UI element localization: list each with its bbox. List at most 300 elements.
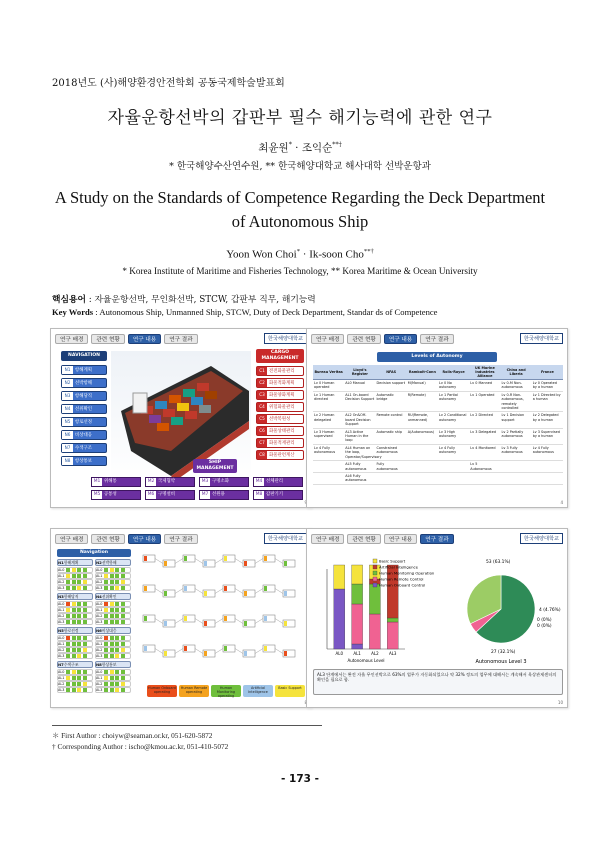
slide-page-number: 10 [557,700,563,705]
cargo-item-c4 [256,402,304,412]
ship-item-m3 [199,477,249,487]
tab-result: 연구 결과 [164,534,197,544]
nav-group-header-n7 [57,661,93,668]
table-cell: Constrained autonomous [376,444,407,460]
table-header: Bureau Veritas [313,365,344,380]
keywords-english [52,307,438,317]
ship-item-m2 [145,477,195,487]
al-cell-marker [66,642,70,646]
flow-edge [275,559,283,564]
al-cell-marker [83,642,87,646]
cargo-item-c3 [256,390,304,400]
al-cell-marker [104,586,108,590]
cargo-code: C5 [257,415,267,423]
cargo-label: 화물양화계획 [269,393,295,398]
table-cell: Lv 3 Fully autonomous [501,444,532,460]
al-cell-marker [66,636,70,640]
bar-category-label: AL3 [388,651,397,656]
slide-tabs [311,534,454,544]
flow-edge [195,589,203,594]
ship-code: M6 [147,492,155,497]
al-label: AL2 [58,682,65,686]
flow-edge [175,619,183,624]
table-header: NFAS [376,365,407,380]
ship-code: M3 [201,479,209,484]
flow-edge [155,619,163,624]
table-cell [469,472,500,484]
authors-english [0,248,600,261]
slide-tabs [311,334,454,344]
nav-group-title: 항해계획 [63,560,79,565]
al-cell-marker [121,620,125,624]
al-row [95,653,131,659]
legend-item: Human Remote operating [179,685,209,697]
al-label: AL3 [58,620,65,624]
slide-page-number: 4 [560,500,563,505]
table-cell: A(Autonomous) [407,428,438,444]
nav-item-n2 [61,378,107,388]
al-row [95,585,131,591]
flow-node-marker [244,621,247,626]
nav-group-title: 비상대응 [101,628,117,633]
table-cell: Lv 1 Directed by a human [532,391,563,412]
cargo-item-c8 [256,450,304,460]
al-cell-marker [115,620,119,624]
table-cell [313,461,344,473]
nav-group-title: 항로선정 [63,628,79,633]
flow-edge [175,589,183,594]
al-cell-marker [66,648,70,652]
results-chart [311,549,565,667]
pie-data-label: 27 (32.1%) [491,650,516,655]
al-label: AL2 [58,648,65,652]
al-row [95,579,131,585]
author-en-1-mark: * [296,248,301,255]
process-flow-diagram [137,547,307,675]
al-cell-marker [110,620,114,624]
nav-group-header-n3 [57,593,93,600]
al-row [57,675,93,681]
flow-node-marker [284,621,287,626]
al-cell-marker [83,636,87,640]
flow-edge [215,619,223,624]
al-cell-marker [110,682,114,686]
al-cell-marker [66,688,70,692]
flow-edge [215,649,223,654]
al-cell-marker [72,636,76,640]
al-row [95,675,131,681]
table-row [313,461,563,473]
nav-group-code: N6 [96,628,102,633]
al-cell-marker [77,676,81,680]
al-cell-marker [121,574,125,578]
al-label: AL0 [96,602,103,606]
al-cell-marker [66,676,70,680]
navigation-title: NAVIGATION [61,351,107,361]
table-cell: Lv 1 Decision support [501,412,532,428]
table-cell: Lv 4 Fully autonomous [532,444,563,460]
al-cell-marker [83,574,87,578]
al-cell-marker [121,580,125,584]
al-label: AL0 [96,568,103,572]
nav-group-title: 수색구조 [63,662,79,667]
al-cell-marker [72,574,76,578]
table-row [313,412,563,428]
al-cell-marker [83,586,87,590]
page-number: - 173 - [281,773,319,785]
al-cell-marker [110,608,114,612]
al-cell-marker [115,614,119,618]
flow-node-marker [144,556,147,561]
al-cell-marker [77,620,81,624]
flow-edge [255,559,263,564]
al-cell-marker [121,670,125,674]
authors-korean [0,140,600,155]
al-row [95,687,131,693]
slide-duties-overview [50,328,312,508]
al-cell-marker [77,682,81,686]
flow-edge [275,619,283,624]
al-cell-marker [77,614,81,618]
ship-management-title: SHIP MANAGEMENT [193,459,237,473]
al-cell-marker [66,586,70,590]
al-cell-marker [110,614,114,618]
navigation-title: Navigation [57,549,131,557]
table-cell [407,472,438,484]
al-label: AL1 [58,642,65,646]
al-cell-marker [121,648,125,652]
author-1-mark: * [288,141,292,149]
al-cell-marker [115,670,119,674]
table-cell: Lv 4 Monitored [469,444,500,460]
pie-data-label: 0 (0%) [537,624,552,629]
table-cell: AL0 Manual [344,380,375,392]
author-en-2: Ik-soon Cho [309,248,364,261]
bar-xlabel: Autonomous Level [347,658,385,663]
al-label: AL0 [58,568,65,572]
al-cell-marker [104,574,108,578]
al-cell-marker [115,688,119,692]
flow-node-marker [264,646,267,651]
flow-node-marker [264,556,267,561]
table-row [313,391,563,412]
nav-group-header-n8 [95,661,131,668]
cargo-label: 화물적재관리 [269,441,295,446]
al-row [57,601,93,607]
al-label: AL0 [58,670,65,674]
table-cell: Lv 3 Delegated [469,428,500,444]
bar-segment [334,589,345,649]
flow-node-marker [144,586,147,591]
flow-edge [195,619,203,624]
al-label: AL0 [58,636,65,640]
cargo-label: 화물상태관리 [269,429,295,434]
ship-code: M1 [93,479,101,484]
flow-node-marker [184,556,187,561]
cargo-code: C2 [257,379,267,387]
al-label: AL1 [96,676,103,680]
keywords-ko-label: 핵심용어 [52,295,86,305]
al-label: AL3 [96,688,103,692]
table-cell [438,472,469,484]
al-cell-marker [115,568,119,572]
legend-label: Human Remote Control [379,576,424,582]
al-cell-marker [83,568,87,572]
cargo-code: C1 [257,367,267,375]
flow-node-marker [284,561,287,566]
al-cell-marker [104,620,108,624]
table-cell: Lv 0-M Non-autonomous [501,380,532,392]
al-cell-marker [77,608,81,612]
al-cell-marker [83,602,87,606]
cargo-label: 화물적화계획 [269,381,295,386]
al-cell-marker [66,620,70,624]
cargo-item-c2 [256,378,304,388]
ship-label: 선체관리 [266,479,283,484]
al-cell-marker [115,642,119,646]
al-label: AL3 [58,654,65,658]
flow-edge [175,649,183,654]
ship-label: 선원용 [212,492,225,497]
cargo-code: C6 [257,427,267,435]
flow-edge [255,589,263,594]
al-cell-marker [110,586,114,590]
flow-node-marker [264,586,267,591]
table-cell: Lv 1 Operated [469,391,500,412]
al-cell-marker [72,648,76,652]
table-header: Rolls-Royce [438,365,469,380]
table-cell: Lv 2 Partially autonomous [501,428,532,444]
legend-item: Basic Support [275,685,305,697]
al-cell-marker [115,636,119,640]
al-cell-marker [104,636,108,640]
flow-node-marker [184,646,187,651]
al-row [57,635,93,641]
al-cell-marker [121,654,125,658]
al-cell-marker [83,670,87,674]
table-cell: Lv 2 Conditional autonomy [438,412,469,428]
al-cell-marker [77,636,81,640]
table-header: UK Marine Industries Alliance [469,365,500,380]
flow-node-marker [164,561,167,566]
table-cell: Lv 0 Manned [469,380,500,392]
bar-category-label: AL2 [371,651,379,656]
flow-node-marker [244,651,247,656]
al-label: AL2 [96,614,103,618]
nav-label: 수색구조 [75,446,92,451]
nav-group-code: N5 [58,628,64,633]
table-cell: Lv 2 Human delegated [313,412,344,428]
al-label: AL0 [96,670,103,674]
al-cell-marker [66,670,70,674]
al-cell-marker [110,676,114,680]
al-cell-marker [72,580,76,584]
cargo-label: 화물관련계산 [269,453,295,458]
table-cell: Lv 0 No autonomy [438,380,469,392]
pie-data-label: 4 (4.76%) [539,608,561,613]
al-label: AL3 [58,688,65,692]
table-cell: Lv 4 Fully autonomous [313,444,344,460]
al-cell-marker [83,676,87,680]
al-row [57,647,93,653]
al-cell-marker [110,648,114,652]
bar-segment [352,584,363,604]
al-label: AL0 [96,636,103,640]
al-label: AL0 [58,602,65,606]
al-row [95,613,131,619]
al-cell-marker [104,602,108,606]
al-cell-marker [77,574,81,578]
al-label: AL1 [96,642,103,646]
cargo-code: C3 [257,391,267,399]
al-cell-marker [77,586,81,590]
table-row [313,428,563,444]
cargo-code: C4 [257,403,267,411]
al-label: AL1 [58,608,65,612]
legend-label: Human Onboard Control [379,582,426,588]
nav-label: 항상통보 [75,459,92,464]
nav-code: N6 [62,431,73,439]
tab-content: 연구 내용 [384,334,417,344]
al-cell-marker [104,568,108,572]
al-cell-marker [115,602,119,606]
ship-label: 위해통 [104,479,117,484]
flow-node-marker [184,586,187,591]
table-cell: Lv 3 High autonomy [438,428,469,444]
affiliation-korean: * 한국해양수산연수원, ** 한국해양대학교 해사대학 선박운항과 [169,161,431,172]
al-cell-marker [72,620,76,624]
al-cell-marker [104,676,108,680]
flow-node-marker [244,591,247,596]
keywords-en-text: : Autonomous Ship, Unmanned Ship, STCW, Duty of Deck Department, Standar ds of Competence [93,307,438,317]
ship-item-m1 [91,477,141,487]
table-cell: Lv 1 Partial autonomy [438,391,469,412]
al-cell-marker [66,614,70,618]
table-cell: R(Remote) [407,391,438,412]
result-note: AL3 단계에서는 완전 자율 무인선박으로 63%의 업무가 자동화되었으나 약 32% 정도의 업무에 대해서는 계속해서 육상관제센터의 확인을 필요로 함. [313,669,563,695]
table-cell: Lv 4 Fully autonomy [438,444,469,460]
flow-node-marker [264,616,267,621]
al-cell-marker [110,602,114,606]
al-label: AL3 [96,586,103,590]
footnote-corr-text: Corresponding Author : ischo@kmou.ac.kr, 051-410-5072 [57,742,229,751]
al-cell-marker [115,580,119,584]
flow-node-marker [284,591,287,596]
nav-group-header-n5 [57,627,93,634]
flow-edge [195,559,203,564]
al-cell-marker [115,676,119,680]
al-cell-marker [83,654,87,658]
al-label: AL1 [58,676,65,680]
nav-label: 항해계획 [75,368,92,373]
al-row [57,619,93,625]
table-cell: AL3 Active Human in the loop [344,428,375,444]
bar-segment [387,622,398,649]
nav-group-header-n1 [57,559,93,566]
slide-levels-of-autonomy [306,328,568,508]
al-cell-marker [66,654,70,658]
al-cell-marker [77,642,81,646]
title-korean: 자율운항선박의 갑판부 필수 해기능력에 관한 연구 [107,108,493,128]
author-en-sep: · [300,248,310,261]
nav-label: 선위확인 [75,407,92,412]
al-row [57,669,93,675]
al-cell-marker [83,614,87,618]
footnote-corr-mark: † [52,742,56,751]
al-cell-marker [110,574,114,578]
al-cell-marker [77,568,81,572]
table-cell: Lv 5 Autonomous [469,461,500,473]
al-row [57,613,93,619]
al-label: AL2 [96,648,103,652]
table-cell: Fully autonomous [376,461,407,473]
nav-group-code: N4 [96,594,102,599]
al-row [57,641,93,647]
levels-banner: Levels of Autonomy [377,352,497,362]
slide-tabs [55,334,198,344]
al-label: AL3 [96,620,103,624]
university-logo: 한국해양대학교 [520,533,563,544]
table-cell: Lv 1 Human directed [313,391,344,412]
legend-swatch [373,565,377,569]
cargo-label: 전전화물관리 [269,369,295,374]
al-cell-marker [72,602,76,606]
slide-navigation-flow [50,528,312,708]
table-cell: Automatic bridge [376,391,407,412]
al-label: AL1 [96,574,103,578]
nav-group-code: N2 [96,560,102,565]
ship-code: M8 [255,492,263,497]
ship-code: M2 [147,479,155,484]
table-cell [438,461,469,473]
cargo-title: CARGO MANAGEMENT [256,349,304,363]
university-logo: 한국해양대학교 [264,333,307,344]
table-row [313,380,563,392]
table-header: China and Liberia [501,365,532,380]
nav-code: N8 [62,457,73,465]
al-cell-marker [110,654,114,658]
al-label: AL1 [96,608,103,612]
al-label: AL3 [96,654,103,658]
legend-item: Human Monitoring operating [211,685,241,697]
table-cell [501,472,532,484]
bar-category-label: AL0 [335,651,344,656]
al-cell-marker [77,602,81,606]
table-cell: M(Manual) [407,380,438,392]
al-cell-marker [66,574,70,578]
al-cell-marker [104,670,108,674]
table-header: Lloyd's Register [344,365,375,380]
al-cell-marker [115,586,119,590]
al-cell-marker [110,568,114,572]
flow-node-marker [224,646,227,651]
pie-data-label: 0 (0%) [537,618,552,623]
al-cell-marker [115,654,119,658]
legend-item: Artificial Intelligence [243,685,273,697]
flow-node-marker [164,651,167,656]
flow-edge [255,619,263,624]
al-cell-marker [72,670,76,674]
al-cell-marker [121,586,125,590]
nav-group-title: 선위확인 [101,594,117,599]
table-cell [313,472,344,484]
al-cell-marker [83,620,87,624]
flow-node-marker [204,621,207,626]
nav-group-header-n6 [95,627,131,634]
author-en-2-mark: **† [363,248,374,255]
flow-edge [215,559,223,564]
ship-label: 국제협약 [158,479,175,484]
